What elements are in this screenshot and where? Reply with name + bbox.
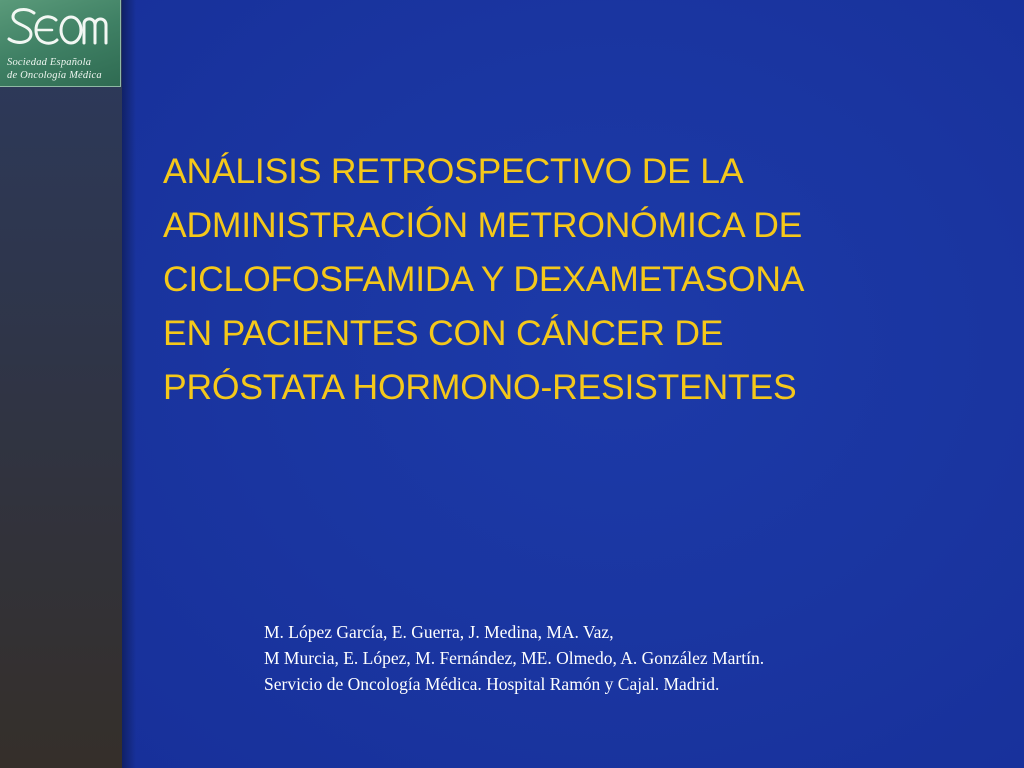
affiliation-line: Servicio de Oncología Médica. Hospital Ramón y Cajal. Madrid. [264, 674, 720, 694]
authors-line: M Murcia, E. López, M. Fernández, ME. Olmedo, A. González Martín. [264, 648, 765, 668]
left-sidebar-band [0, 0, 122, 768]
title-line: ANÁLISIS RETROSPECTIVO DE LA [163, 151, 744, 191]
title-line: CICLOFOSFAMIDA Y DEXAMETASONA [163, 259, 805, 299]
logo-text-line-2: de Oncología Médica [7, 70, 102, 81]
authors-line: M. López García, E. Guerra, J. Medina, MA. Vaz, [264, 622, 614, 642]
title-line: EN PACIENTES CON CÁNCER DE [163, 313, 724, 353]
seom-logo [0, 0, 121, 87]
authors-block [264, 619, 1004, 697]
logo-text-line-1: Sociedad Española [7, 57, 92, 68]
slide-title [163, 144, 1003, 414]
sidebar-shadow [122, 0, 136, 768]
title-line: PRÓSTATA HORMONO-RESISTENTES [163, 367, 797, 407]
seom-logo-mark-icon [4, 4, 116, 54]
title-line: ADMINISTRACIÓN METRONÓMICA DE [163, 205, 803, 245]
